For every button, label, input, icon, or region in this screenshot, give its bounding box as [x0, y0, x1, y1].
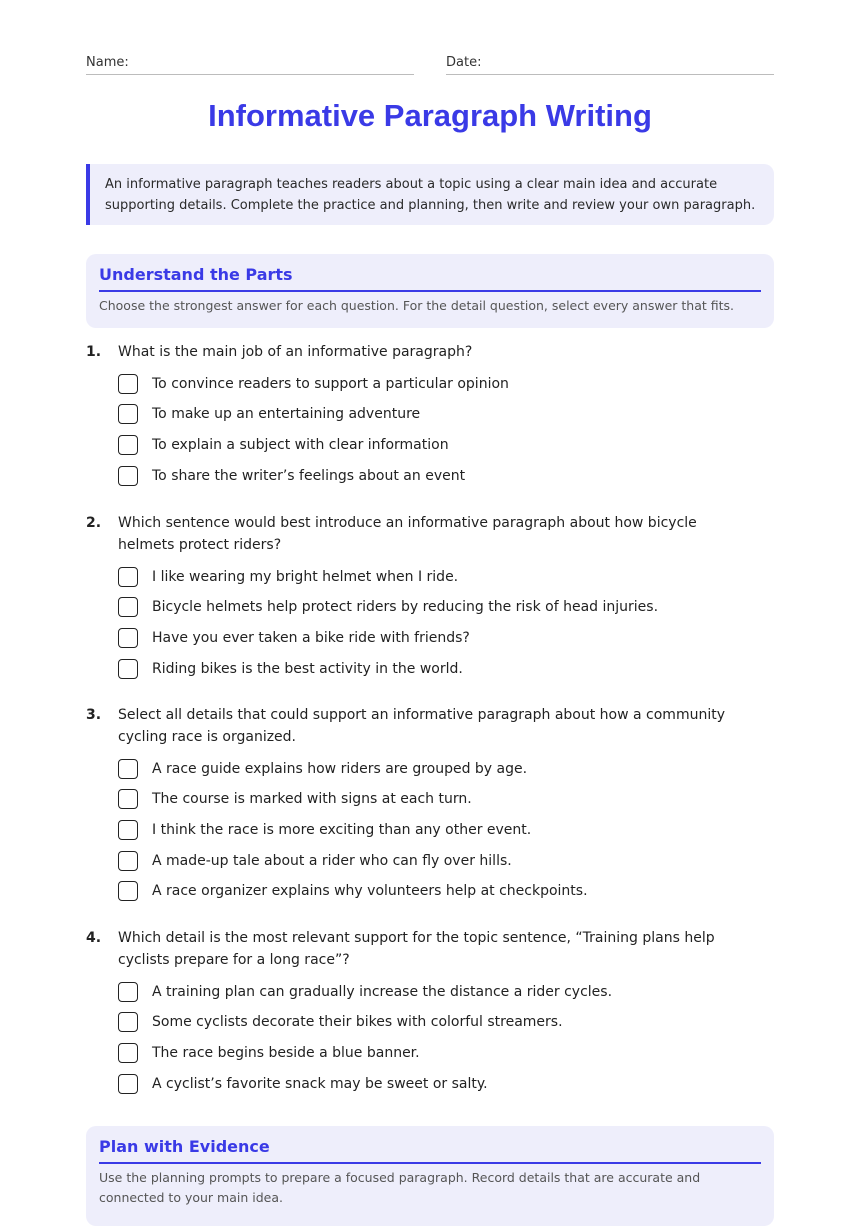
answer-option[interactable]	[118, 880, 774, 903]
section-instructions: Use the planning prompts to prepare a focused paragraph. Record details that are accurate and connected to your main idea.	[99, 1170, 701, 1205]
answer-option[interactable]	[118, 788, 774, 811]
date-label: Date:	[446, 55, 482, 70]
page-title: Informative Paragraph Writing	[208, 98, 652, 133]
answer-option[interactable]	[118, 1072, 774, 1095]
checkbox[interactable]	[118, 1012, 138, 1032]
option-label: I like wearing my bright helmet when I ride.	[152, 568, 459, 585]
checkbox[interactable]	[118, 851, 138, 871]
option-label: The course is marked with signs at each turn.	[152, 791, 472, 808]
answer-option[interactable]	[118, 626, 774, 649]
checkbox[interactable]	[118, 789, 138, 809]
question-text: Which sentence would best introduce an informative paragraph about how bicycle helmets protect riders?	[118, 515, 697, 553]
answer-option[interactable]	[118, 818, 774, 841]
option-label: Some cyclists decorate their bikes with colorful streamers.	[152, 1014, 563, 1031]
answer-option[interactable]	[118, 980, 774, 1003]
checkbox[interactable]	[118, 628, 138, 648]
section-title: Plan with Evidence	[99, 1136, 761, 1164]
answer-option[interactable]	[118, 849, 774, 872]
option-label: Bicycle helmets help protect riders by reducing the risk of head injuries.	[152, 599, 659, 616]
section-title: Understand the Parts	[99, 264, 761, 292]
option-label: To make up an entertaining adventure	[152, 406, 421, 423]
option-label: A race guide explains how riders are grouped by age.	[152, 760, 528, 777]
question-1	[86, 341, 774, 495]
answer-option[interactable]	[118, 464, 774, 487]
checkbox[interactable]	[118, 881, 138, 901]
option-label: To share the writer’s feelings about an event	[152, 467, 466, 484]
answer-option[interactable]	[118, 1011, 774, 1034]
question-number: 2.	[86, 515, 102, 531]
name-label: Name:	[86, 55, 129, 70]
option-label: The race begins beside a blue banner.	[152, 1044, 420, 1061]
option-label: To explain a subject with clear information	[152, 436, 449, 453]
section-instructions: Choose the strongest answer for each question. For the detail question, select every answer that fits.	[99, 298, 735, 313]
section-plan-with-evidence	[86, 1126, 774, 1226]
question-text: Select all details that could support an informative paragraph about how a community cycling race is organized.	[118, 707, 725, 745]
question-number: 3.	[86, 707, 102, 723]
option-label: A made-up tale about a rider who can fly over hills.	[152, 852, 512, 869]
answer-option[interactable]	[118, 596, 774, 619]
checkbox[interactable]	[118, 597, 138, 617]
checkbox[interactable]	[118, 820, 138, 840]
answer-option[interactable]	[118, 403, 774, 426]
answer-option[interactable]	[118, 1041, 774, 1064]
option-label: A training plan can gradually increase the distance a rider cycles.	[152, 983, 613, 1000]
checkbox[interactable]	[118, 404, 138, 424]
checkbox[interactable]	[118, 759, 138, 779]
option-label: Riding bikes is the best activity in the world.	[152, 660, 463, 677]
checkbox[interactable]	[118, 982, 138, 1002]
name-field[interactable]	[86, 55, 414, 75]
intro-callout: An informative paragraph teaches readers about a topic using a clear main idea and accurate supporting details. Complete the practice and planning, then write and review your own paragraph.	[86, 164, 774, 225]
question-4	[86, 927, 774, 1103]
question-2	[86, 512, 774, 688]
question-3	[86, 704, 774, 910]
option-label: Have you ever taken a bike ride with friends?	[152, 629, 470, 646]
checkbox[interactable]	[118, 466, 138, 486]
section-understand-the-parts	[86, 254, 774, 328]
checkbox[interactable]	[118, 659, 138, 679]
checkbox[interactable]	[118, 1043, 138, 1063]
question-text: What is the main job of an informative paragraph?	[118, 344, 473, 360]
checkbox[interactable]	[118, 1074, 138, 1094]
checkbox[interactable]	[118, 374, 138, 394]
option-label: A cyclist’s favorite snack may be sweet or salty.	[152, 1075, 488, 1092]
question-text: Which detail is the most relevant support for the topic sentence, “Training plans help cyclists prepare for a long race”?	[118, 930, 715, 968]
checkbox[interactable]	[118, 435, 138, 455]
date-field[interactable]	[446, 55, 774, 75]
answer-option[interactable]	[118, 372, 774, 395]
answer-option[interactable]	[118, 565, 774, 588]
checkbox[interactable]	[118, 567, 138, 587]
answer-option[interactable]	[118, 757, 774, 780]
answer-option[interactable]	[118, 433, 774, 456]
option-label: I think the race is more exciting than any other event.	[152, 821, 532, 838]
question-number: 4.	[86, 930, 102, 946]
option-label: A race organizer explains why volunteers help at checkpoints.	[152, 883, 588, 900]
option-label: To convince readers to support a particular opinion	[152, 375, 509, 392]
question-number: 1.	[86, 344, 102, 360]
answer-option[interactable]	[118, 657, 774, 680]
